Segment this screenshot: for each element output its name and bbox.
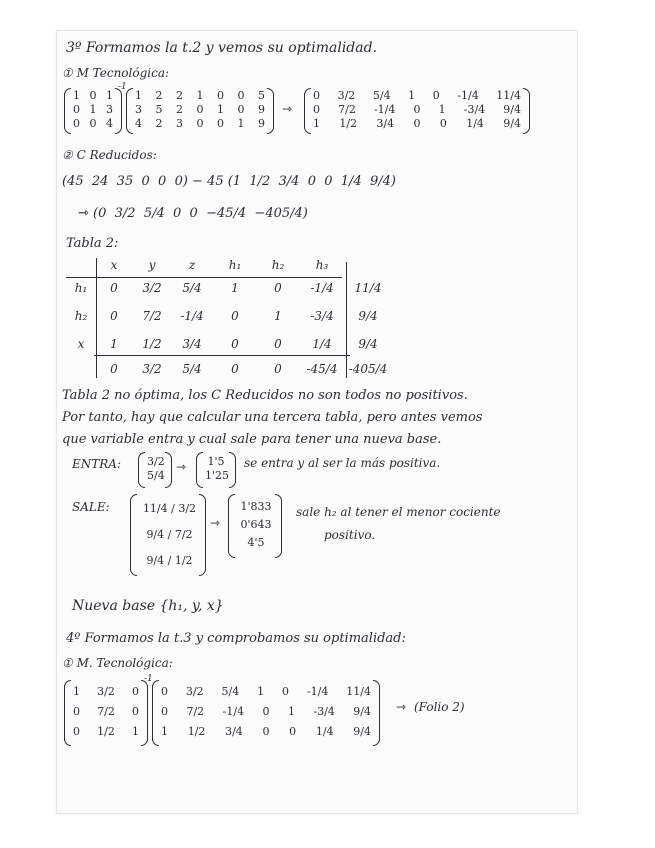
matrix-row bbox=[73, 117, 113, 131]
tabla2-row bbox=[66, 302, 390, 330]
matrix-cell: -1/4 bbox=[306, 685, 329, 698]
tabla2-cell: 0 bbox=[231, 337, 239, 351]
tabla2-cell: h₂ bbox=[271, 258, 285, 272]
matrix-cell: 5/4 bbox=[372, 89, 391, 102]
matrix-row bbox=[313, 89, 521, 103]
tabla2-cell: 0 bbox=[274, 281, 282, 295]
matrix-cell: 0 bbox=[237, 89, 245, 102]
tabla2-table bbox=[66, 256, 390, 380]
matrix-cell: 0 bbox=[73, 725, 80, 738]
matrix-cell: 3/4 bbox=[225, 725, 243, 738]
step4-arrow: ⇾ bbox=[396, 700, 407, 714]
step4-coefficient-matrix bbox=[152, 680, 380, 746]
step3-arrow: ⇾ bbox=[282, 102, 293, 116]
tabla2-header-rule bbox=[66, 277, 342, 278]
matrix-cell: 1 bbox=[257, 685, 265, 698]
tabla2-cell: 0 bbox=[231, 309, 239, 323]
matrix-cell: 3 bbox=[106, 103, 113, 116]
matrix-cell: 9 bbox=[258, 103, 265, 116]
matrix-cell: 0 bbox=[262, 725, 270, 738]
vector-entry: 1'5 bbox=[207, 455, 225, 468]
tabla2-cell: 1 bbox=[274, 309, 282, 323]
matrix-row bbox=[73, 103, 113, 117]
sale-text-2: positivo. bbox=[324, 528, 376, 542]
paragraph-line-2: Por tanto, hay que calcular una tercera tabla, pero antes vemos bbox=[62, 410, 483, 425]
tabla2-title: Tabla 2: bbox=[66, 236, 119, 251]
tabla2-cell bbox=[66, 358, 96, 380]
tabla2-cell: 9/4 bbox=[358, 337, 378, 351]
matrix-cell: 0 bbox=[196, 103, 204, 116]
tabla2-row bbox=[66, 358, 390, 380]
tabla2-cell: -1/4 bbox=[310, 281, 334, 295]
tabla2-cell: 1 bbox=[110, 337, 118, 351]
step3-inverse-matrix bbox=[64, 88, 122, 134]
matrix-cell: 0 bbox=[413, 103, 421, 116]
matrix-cell: 0 bbox=[313, 89, 320, 102]
step3-reduced-title: ② C Reducidos: bbox=[62, 148, 157, 162]
matrix-cell: 3/2 bbox=[337, 89, 356, 102]
matrix-cell: 0 bbox=[89, 117, 97, 130]
tabla2-cell: 1/4 bbox=[312, 337, 332, 351]
sale-arrow: ⇾ bbox=[210, 516, 221, 530]
step3-inverse-superscript: -1 bbox=[118, 82, 127, 92]
matrix-cell: 0 bbox=[439, 117, 447, 130]
sale-left-vector bbox=[130, 494, 206, 576]
tabla2-cell: 0 bbox=[231, 362, 239, 376]
tabla2-cell: -3/4 bbox=[310, 309, 334, 323]
tabla2-cell: 0 bbox=[274, 337, 282, 351]
vector-entry: 9/4 / 1/2 bbox=[146, 554, 193, 567]
paragraph-line-1: Tabla 2 no óptima, los C Reducidos no son todos no positivos. bbox=[62, 388, 468, 403]
tabla2-right-rule bbox=[346, 262, 347, 378]
matrix-cell: 2 bbox=[176, 89, 183, 102]
matrix-cell: 1 bbox=[287, 705, 295, 718]
matrix-cell: 3/2 bbox=[97, 685, 115, 698]
matrix-cell: 9/4 bbox=[353, 705, 371, 718]
matrix-cell: 0 bbox=[161, 685, 168, 698]
step3-tech-title: ① M Tecnológica: bbox=[62, 66, 170, 80]
vector-entry: 3/2 bbox=[147, 455, 165, 468]
tabla2-cell: 11/4 bbox=[354, 281, 382, 295]
matrix-cell: 1 bbox=[106, 89, 113, 102]
matrix-cell: 0 bbox=[131, 685, 139, 698]
matrix-cell: 0 bbox=[131, 705, 139, 718]
tabla2-cell: 0 bbox=[274, 362, 282, 376]
tabla2-cell: y bbox=[148, 258, 156, 272]
entra-left-vector bbox=[138, 452, 172, 488]
matrix-cell: 2 bbox=[176, 103, 183, 116]
tabla2-row bbox=[66, 274, 390, 302]
entra-right-vector bbox=[196, 452, 236, 488]
matrix-row bbox=[135, 103, 265, 117]
matrix-cell: 0 bbox=[89, 89, 97, 102]
tabla2-cell: h₁ bbox=[74, 281, 88, 295]
matrix-cell: 5/4 bbox=[221, 685, 240, 698]
matrix-cell: 3/4 bbox=[376, 117, 395, 130]
tabla2-cell: 0 bbox=[110, 309, 118, 323]
matrix-cell: 1/4 bbox=[315, 725, 334, 738]
matrix-cell: 7/2 bbox=[338, 103, 356, 116]
sale-label: SALE: bbox=[72, 500, 110, 514]
sale-right-vector bbox=[228, 494, 282, 558]
matrix-cell: -3/4 bbox=[313, 705, 335, 718]
paragraph-line-3: que variable entra y cual sale para tener una nueva base. bbox=[62, 432, 442, 447]
step3-coefficient-matrix bbox=[126, 88, 274, 134]
vector-entry: 9/4 / 7/2 bbox=[146, 528, 193, 541]
matrix-cell: 1 bbox=[73, 89, 80, 102]
tabla2-cell: h₂ bbox=[74, 309, 88, 323]
vector-entry: 0'643 bbox=[240, 518, 272, 531]
matrix-row bbox=[73, 722, 139, 742]
matrix-cell: 0 bbox=[217, 89, 224, 102]
matrix-row bbox=[313, 103, 521, 117]
tabla2-cell: 0 bbox=[110, 281, 118, 295]
matrix-cell: 9/4 bbox=[503, 103, 521, 116]
entra-label: ENTRA: bbox=[72, 457, 122, 471]
tabla2-cell: h₃ bbox=[315, 258, 329, 272]
matrix-cell: 1/2 bbox=[339, 117, 358, 130]
matrix-cell: 1 bbox=[313, 117, 320, 130]
tabla2-left-rule bbox=[96, 258, 97, 378]
vector-entry: 4'5 bbox=[247, 536, 265, 549]
matrix-cell: 7/2 bbox=[186, 705, 205, 718]
matrix-cell: 1 bbox=[131, 725, 139, 738]
tabla2-cell: -45/4 bbox=[306, 362, 338, 376]
step4-inverse-matrix bbox=[64, 680, 148, 746]
matrix-cell: 0 bbox=[73, 705, 80, 718]
tabla2-cell: 3/2 bbox=[142, 362, 162, 376]
step3-result-matrix bbox=[304, 88, 530, 134]
matrix-cell: 1 bbox=[237, 117, 245, 130]
entra-arrow: ⇾ bbox=[176, 460, 187, 474]
tabla2-footer-rule bbox=[94, 355, 350, 356]
matrix-cell: 0 bbox=[432, 89, 440, 102]
matrix-cell: 0 bbox=[282, 685, 290, 698]
matrix-cell: 3 bbox=[135, 103, 142, 116]
reduced-costs-line1: (45 24 35 0 0 0) − 45 (1 1/2 3/4 0 0 1/4 9/4) bbox=[62, 174, 396, 189]
folio-reference: (Folio 2) bbox=[414, 700, 465, 714]
matrix-cell: 1 bbox=[135, 89, 142, 102]
tabla2-cell: 5/4 bbox=[182, 362, 202, 376]
matrix-row bbox=[135, 117, 265, 131]
matrix-cell: 1 bbox=[196, 89, 204, 102]
matrix-cell: 4 bbox=[135, 117, 142, 130]
vector-entry: 11/4 / 3/2 bbox=[142, 502, 197, 515]
matrix-cell: 0 bbox=[73, 117, 80, 130]
tabla2-cell: 7/2 bbox=[142, 309, 162, 323]
step4-inverse-superscript: -1 bbox=[144, 674, 153, 684]
tabla2-cell: 3/4 bbox=[182, 337, 202, 351]
matrix-cell: 1 bbox=[161, 725, 168, 738]
tabla2-cell: 9/4 bbox=[358, 309, 378, 323]
step4-tech-title: ① M. Tecnológica: bbox=[62, 656, 173, 670]
matrix-row bbox=[313, 117, 521, 131]
tabla2-cell: h₁ bbox=[228, 258, 242, 272]
vector-entry: 1'833 bbox=[240, 500, 272, 513]
matrix-cell: 0 bbox=[289, 725, 297, 738]
vector-entry: 5/4 bbox=[147, 469, 165, 482]
matrix-cell: 9 bbox=[258, 117, 265, 130]
matrix-row bbox=[135, 89, 265, 103]
matrix-cell: 2 bbox=[155, 117, 163, 130]
matrix-cell: 9/4 bbox=[503, 117, 521, 130]
tabla2-cell bbox=[346, 256, 390, 274]
tabla2-cell: 5/4 bbox=[182, 281, 202, 295]
matrix-cell: 0 bbox=[196, 117, 204, 130]
matrix-cell: 1 bbox=[217, 103, 224, 116]
matrix-cell: 3 bbox=[176, 117, 183, 130]
matrix-row bbox=[161, 722, 371, 742]
matrix-cell: 3/2 bbox=[185, 685, 204, 698]
step4-heading: 4º Formamos la t.3 y comprobamos su optimalidad: bbox=[66, 631, 406, 646]
tabla2-cell: 3/2 bbox=[142, 281, 162, 295]
tabla2-row bbox=[66, 256, 390, 274]
matrix-cell: 11/4 bbox=[496, 89, 521, 102]
matrix-cell: 5 bbox=[155, 103, 163, 116]
nueva-base: Nueva base {h₁, y, x} bbox=[72, 598, 224, 614]
matrix-cell: 0 bbox=[262, 705, 270, 718]
tabla2-cell: 0 bbox=[110, 362, 118, 376]
matrix-cell: 1/2 bbox=[97, 725, 115, 738]
matrix-cell: 5 bbox=[258, 89, 265, 102]
matrix-row bbox=[73, 682, 139, 702]
sale-text-1: sale h₂ al tener el menor cociente bbox=[296, 505, 501, 519]
matrix-cell: 2 bbox=[155, 89, 163, 102]
matrix-cell: 0 bbox=[73, 103, 80, 116]
matrix-row bbox=[73, 702, 139, 722]
step3-heading: 3º Formamos la t.2 y vemos su optimalidad. bbox=[66, 40, 378, 56]
matrix-cell: 11/4 bbox=[346, 685, 371, 698]
tabla2-cell: 1 bbox=[231, 281, 239, 295]
tabla2-cell: x bbox=[77, 337, 85, 351]
matrix-cell: 1 bbox=[408, 89, 416, 102]
matrix-cell: 0 bbox=[161, 705, 168, 718]
matrix-cell: 1 bbox=[89, 103, 97, 116]
reduced-costs-line2: ⇾ (0 3/2 5/4 0 0 −45/4 −405/4) bbox=[78, 206, 308, 221]
matrix-cell: 0 bbox=[217, 117, 224, 130]
tabla2-cell: z bbox=[188, 258, 196, 272]
tabla2-cell bbox=[66, 256, 96, 274]
matrix-cell: 1 bbox=[438, 103, 446, 116]
matrix-cell: 0 bbox=[413, 117, 421, 130]
matrix-cell: 0 bbox=[237, 103, 245, 116]
tabla2-cell: x bbox=[110, 258, 118, 272]
tabla2-cell: -405/4 bbox=[348, 362, 388, 376]
matrix-row bbox=[161, 702, 371, 722]
matrix-cell: -3/4 bbox=[463, 103, 486, 116]
tabla2-row bbox=[66, 330, 390, 358]
matrix-cell: 1/4 bbox=[466, 117, 484, 130]
vector-entry: 1'25 bbox=[205, 469, 230, 482]
matrix-cell: 1/2 bbox=[187, 725, 206, 738]
matrix-cell: -1/4 bbox=[457, 89, 479, 102]
tabla2-cell: 1/2 bbox=[142, 337, 162, 351]
matrix-cell: -1/4 bbox=[222, 705, 245, 718]
entra-text: se entra y al ser la más positiva. bbox=[244, 456, 441, 470]
tabla2-cell: -1/4 bbox=[180, 309, 204, 323]
matrix-cell: 4 bbox=[106, 117, 113, 130]
matrix-cell: 7/2 bbox=[97, 705, 115, 718]
matrix-row bbox=[73, 89, 113, 103]
matrix-cell: 9/4 bbox=[353, 725, 371, 738]
matrix-cell: 1 bbox=[73, 685, 80, 698]
matrix-cell: -1/4 bbox=[373, 103, 396, 116]
matrix-cell: 0 bbox=[313, 103, 320, 116]
matrix-row bbox=[161, 682, 371, 702]
